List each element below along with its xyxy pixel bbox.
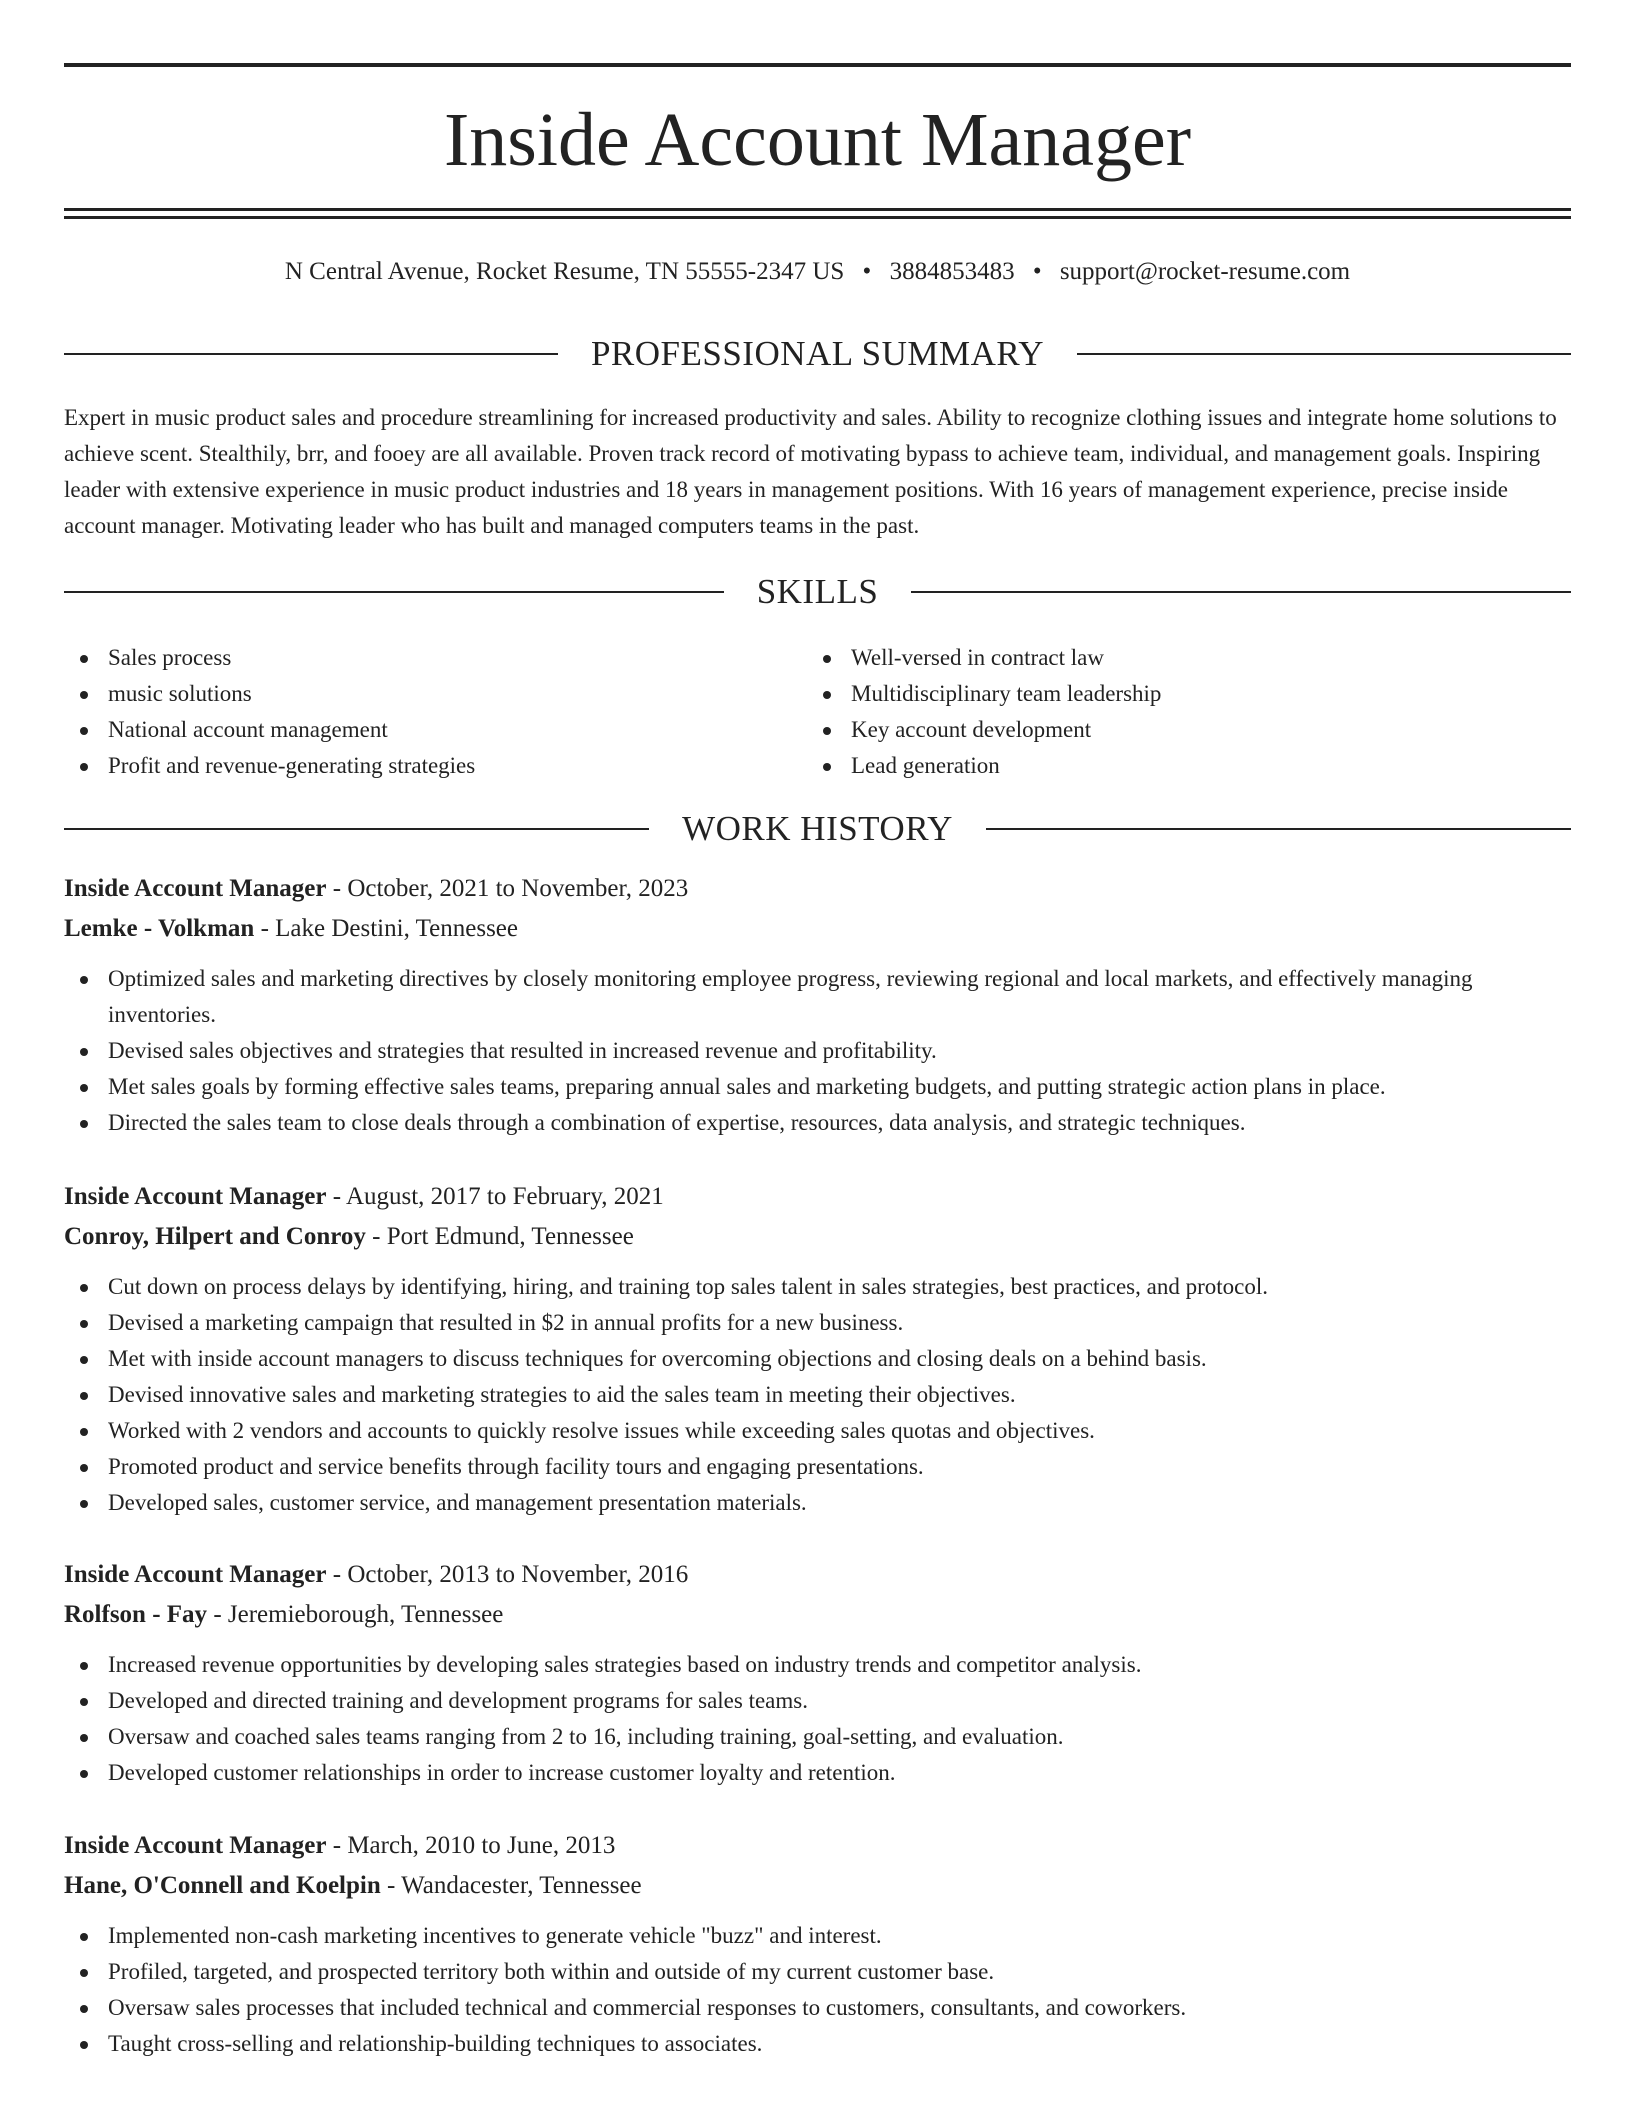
contact-line [64,255,1571,289]
job-role: Inside Account Manager [64,1183,327,1210]
contact-address: N Central Avenue, Rocket Resume, TN 55555-2347 US [284,258,845,285]
contact-phone: 3884853483 [889,258,1015,285]
list-item: Promoted product and service benefits through facility tours and engaging presentations. [64,1449,1571,1485]
top-rule [64,63,1571,67]
contact-separator: • [862,258,872,285]
job-bullets [64,1269,1571,1521]
skill-item: Lead generation [807,748,1567,784]
list-item: Optimized sales and marketing directives by closely monitoring employee progress, reviewing regional and local markets, and effectively managing inventories. [64,961,1571,1033]
list-item: Worked with 2 vendors and accounts to quickly resolve issues while exceeding sales quotas and objectives. [64,1413,1571,1449]
job-role: Inside Account Manager [64,875,327,902]
job-dates: - October, 2021 to November, 2023 [326,875,689,902]
list-item: Developed and directed training and development programs for sales teams. [64,1683,1571,1719]
title-rule-upper [64,208,1571,211]
list-item: Oversaw and coached sales teams ranging from 2 to 16, including training, goal-setting, and evaluation. [64,1719,1571,1755]
job-company: Lemke - Volkman [64,915,255,942]
page-title: Inside Account Manager [443,98,1192,182]
list-item: Profiled, targeted, and prospected territory both within and outside of my current customer base. [64,1954,1571,1990]
skill-item: National account management [64,712,764,748]
job-location: - Jeremieborough, Tennessee [207,1601,504,1628]
job-bullets [64,1647,1571,1791]
list-item: Devised sales objectives and strategies that resulted in increased revenue and profitability. [64,1033,1571,1069]
job-title-line [64,1826,1571,1866]
job-company-line [64,1866,1571,1906]
skill-item: Profit and revenue-generating strategies [64,748,764,784]
skills-list-left [64,640,764,784]
skill-item: Key account development [807,712,1567,748]
heading-rule-right [911,591,1571,593]
list-item: Implemented non-cash marketing incentives to generate vehicle "buzz" and interest. [64,1918,1571,1954]
job-role: Inside Account Manager [64,1561,327,1588]
list-item: Devised innovative sales and marketing strategies to aid the sales team in meeting their objectives. [64,1377,1571,1413]
job-company-line [64,909,1571,949]
summary-text: Expert in music product sales and procedure streamlining for increased productivity and sales. Ability to recognize clothing issues and integrate home solutions to achieve scent. Stealthily, brr, and fooey are all available. Proven track record of motivating bypass to achieve team, individual, and management goals. Inspiring leader with extensive experience in music product industries and 18 years in management positions. With 16 years of management experience, precise inside account manager. Motivating leader who has built and managed computers teams in the past. [64,405,1557,538]
job-company: Conroy, Hilpert and Conroy [64,1223,366,1250]
section-heading-skills [64,572,1571,612]
job-dates: - August, 2017 to February, 2021 [326,1183,664,1210]
job-role: Inside Account Manager [64,1832,327,1859]
heading-rule-right [986,828,1571,830]
heading-rule-left [64,353,558,355]
job-entry [64,1555,1571,1791]
list-item: Developed customer relationships in order to increase customer loyalty and retention. [64,1755,1571,1791]
section-heading-work [64,809,1571,849]
contact-email[interactable]: support@rocket-resume.com [1059,258,1351,285]
job-bullets [64,961,1571,1141]
list-item: Met with inside account managers to discuss techniques for overcoming objections and closing deals on a behind basis. [64,1341,1571,1377]
job-location: - Port Edmund, Tennessee [365,1223,634,1250]
section-title: WORK HISTORY [682,809,953,848]
job-title-line [64,1177,1571,1217]
list-item: Oversaw sales processes that included technical and commercial responses to customers, consultants, and coworkers. [64,1990,1571,2026]
section-title: SKILLS [756,572,879,611]
skill-item: Multidisciplinary team leadership [807,676,1567,712]
job-entry [64,869,1571,1141]
list-item: Met sales goals by forming effective sales teams, preparing annual sales and marketing budgets, and putting strategic action plans in place. [64,1069,1571,1105]
job-location: - Wandacester, Tennessee [380,1872,642,1899]
skill-item: Well-versed in contract law [807,640,1567,676]
list-item: Increased revenue opportunities by developing sales strategies based on industry trends and competitor analysis. [64,1647,1571,1683]
heading-rule-left [64,591,724,593]
section-heading-summary [64,334,1571,374]
section-title: PROFESSIONAL SUMMARY [590,334,1045,373]
job-bullets [64,1918,1571,2062]
job-company-line [64,1595,1571,1635]
list-item: Cut down on process delays by identifying, hiring, and training top sales talent in sales strategies, best practices, and protocol. [64,1269,1571,1305]
title-rule-lower [64,216,1571,219]
job-company: Rolfson - Fay [64,1601,208,1628]
job-dates: - March, 2010 to June, 2013 [326,1832,616,1859]
list-item: Developed sales, customer service, and management presentation materials. [64,1485,1571,1521]
skill-item: Sales process [64,640,764,676]
list-item: Directed the sales team to close deals through a combination of expertise, resources, data analysis, and strategic techniques. [64,1105,1571,1141]
skill-item: music solutions [64,676,764,712]
list-item: Devised a marketing campaign that resulted in $2 in annual profits for a new business. [64,1305,1571,1341]
job-entry [64,1826,1571,2062]
job-dates: - October, 2013 to November, 2016 [326,1561,689,1588]
job-entry [64,1177,1571,1521]
heading-rule-right [1077,353,1571,355]
list-item: Taught cross-selling and relationship-building techniques to associates. [64,2026,1571,2062]
job-title-line [64,869,1571,909]
job-company-line [64,1217,1571,1257]
job-location: - Lake Destini, Tennessee [254,915,518,942]
job-company: Hane, O'Connell and Koelpin [64,1872,381,1899]
heading-rule-left [64,828,649,830]
job-title-line [64,1555,1571,1595]
contact-separator: • [1032,258,1042,285]
skills-list-right [807,640,1567,784]
